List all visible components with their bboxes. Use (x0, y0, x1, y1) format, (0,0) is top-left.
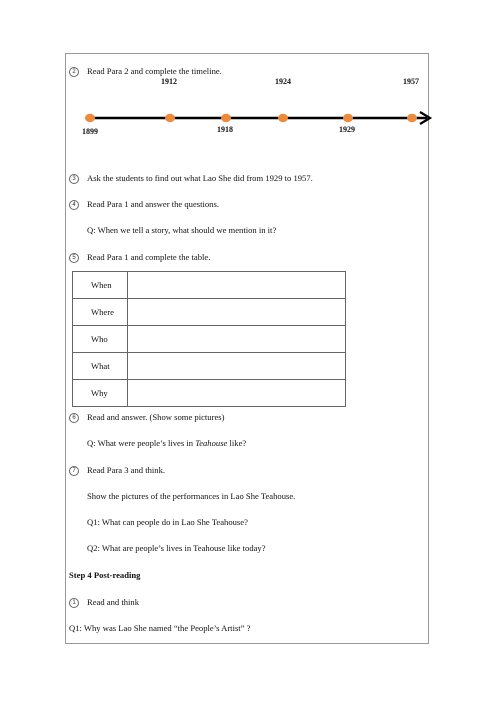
instruction-read-think: Read and think (87, 597, 140, 607)
instruction-read-answer: Read and answer. (Show some pictures) (87, 412, 225, 422)
question-teahouse-lives (87, 438, 246, 449)
timeline-dot (165, 114, 175, 122)
timeline-year-1957: 1957 (403, 77, 419, 86)
table-answer-cell[interactable] (128, 272, 346, 299)
instruction-timeline: Read Para 2 and complete the timeline. (87, 66, 222, 76)
timeline-year-1918: 1918 (217, 125, 233, 134)
table-answer-cell[interactable] (128, 299, 346, 326)
table-answer-cell[interactable] (128, 380, 346, 407)
item-number-1: 1 (69, 598, 79, 608)
item-number-2: 2 (69, 67, 79, 77)
item-number-7: 7 (69, 466, 79, 476)
table-row (73, 299, 346, 326)
question-story: Q: When we tell a story, what should we mention in it? (87, 225, 277, 235)
table-row (73, 326, 346, 353)
timeline-year-1929: 1929 (339, 125, 355, 134)
question-text: Q: What were people’s lives in (87, 438, 196, 448)
table-label-when: When (73, 272, 128, 299)
question-q2-teahouse: Q2: What are people’s lives in Teahouse like today? (87, 543, 266, 553)
timeline-dot (85, 114, 95, 122)
question-q1-teahouse: Q1: What can people do in Lao She Teahouse? (87, 517, 248, 527)
instruction-para3: Read Para 3 and think. (87, 465, 166, 475)
timeline-year-1899: 1899 (82, 127, 98, 136)
table-label-who: Who (73, 326, 128, 353)
question-text-end: like? (227, 438, 247, 448)
table-row (73, 380, 346, 407)
table-answer-cell[interactable] (128, 353, 346, 380)
show-pictures-text: Show the pictures of the performances in Lao She Teahouse. (87, 491, 296, 501)
timeline-dot (407, 114, 417, 122)
instruction-table: Read Para 1 and complete the table. (87, 252, 211, 262)
item-number-6: 6 (69, 413, 79, 423)
timeline-dot (343, 114, 353, 122)
info-table (72, 271, 346, 407)
item-number-5: 5 (69, 253, 79, 263)
teahouse-title: Teahouse (195, 438, 228, 448)
question-peoples-artist: Q1: Why was Lao She named “the People’s Artist” ? (69, 623, 251, 633)
instruction-lao-she: Ask the students to find out what Lao She did from 1929 to 1957. (87, 173, 313, 183)
step4-heading: Step 4 Post-reading (69, 570, 141, 580)
table-row (73, 272, 346, 299)
table-row (73, 353, 346, 380)
table-answer-cell[interactable] (128, 326, 346, 353)
table-label-where: Where (73, 299, 128, 326)
timeline-year-1924: 1924 (275, 77, 291, 86)
table-label-why: Why (73, 380, 128, 407)
table-label-what: What (73, 353, 128, 380)
item-number-3: 3 (69, 174, 79, 184)
timeline-dot (221, 114, 231, 122)
timeline-year-1912: 1912 (161, 77, 177, 86)
instruction-para1-questions: Read Para 1 and answer the questions. (87, 199, 219, 209)
timeline-dot (278, 114, 288, 122)
timeline (65, 105, 437, 131)
item-number-4: 4 (69, 200, 79, 210)
